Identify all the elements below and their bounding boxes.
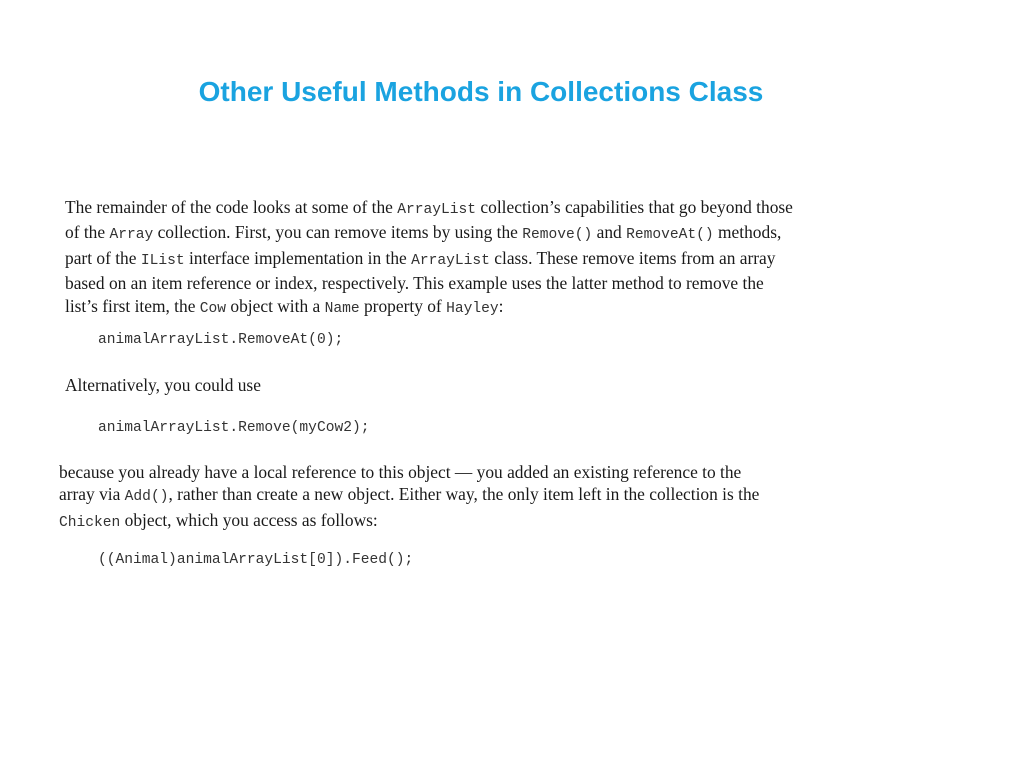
paragraph-explanation <box>59 461 759 534</box>
text: class. These remove items from an array <box>489 247 776 268</box>
code-remove: animalArrayList.Remove(myCow2); <box>98 420 370 436</box>
code-feed: ((Animal)animalArrayList[0]).Feed(); <box>98 552 414 568</box>
text: object with a <box>226 295 325 316</box>
inline-code: RemoveAt() <box>626 227 714 244</box>
text: part of the <box>65 247 141 268</box>
inline-code: IList <box>140 252 185 269</box>
text: of the <box>65 222 110 243</box>
text-line <box>65 272 793 294</box>
text: interface implementation in the <box>184 247 412 268</box>
text: The remainder of the code looks at some of the <box>65 197 398 217</box>
code-remove-at: animalArrayList.RemoveAt(0); <box>98 332 344 348</box>
inline-code: ArrayList <box>397 202 477 218</box>
inline-code: Array <box>109 227 154 244</box>
slide-title: Other Useful Methods in Collections Class <box>198 76 764 107</box>
text: collection’s capabilities that go beyond those <box>476 197 793 217</box>
text: based on an item reference or index, respectively. This example uses the latter method to remove the <box>65 273 764 294</box>
inline-code: Add() <box>124 489 169 506</box>
text-line <box>65 247 793 272</box>
text: methods, <box>713 222 782 243</box>
text: object, which you access as follows: <box>120 509 378 530</box>
inline-code: Hayley <box>446 300 499 317</box>
text: array via <box>59 484 125 505</box>
text: because you already have a local reference to this object — you added an existing reference to the <box>59 462 742 482</box>
text-line <box>65 295 793 320</box>
inline-code: ArrayList <box>411 252 490 269</box>
text-line <box>65 196 793 221</box>
text-line <box>59 461 759 483</box>
text: list’s first item, the <box>65 295 200 316</box>
text: property of <box>359 295 447 316</box>
text-line <box>59 483 759 508</box>
inline-code: Cow <box>199 300 227 317</box>
inline-code: Name <box>324 300 360 317</box>
text-line <box>65 221 793 246</box>
text-line <box>59 509 759 534</box>
inline-code: Remove() <box>522 227 593 244</box>
paragraph-alternative: Alternatively, you could use <box>65 375 261 395</box>
text: , rather than create a new object. Either way, the only item left in the collection is the <box>168 484 760 505</box>
inline-code: Chicken <box>59 514 121 531</box>
text: : <box>498 295 504 316</box>
paragraph-intro <box>65 196 793 320</box>
text: and <box>592 222 627 243</box>
text: collection. First, you can remove items by using the <box>153 222 523 243</box>
